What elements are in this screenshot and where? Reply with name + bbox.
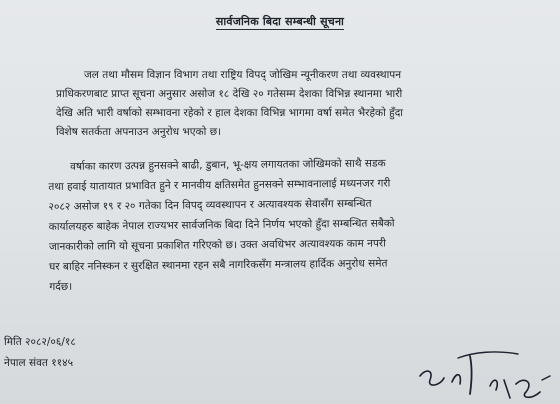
paragraph-1-line: जल तथा मौसम विज्ञान विभाग तथा राष्ट्रिय विपद् जोखिम न्यूनीकरण तथा व्यवस्थापन [84,69,402,81]
handwritten-signature [400,336,560,404]
paragraph-2-line: कार्यालयहरु बाहेक नेपाल राज्यभर सार्वजनिक बिदा दिने निर्णय भएको हुँदा सम्बन्धित सबैको [48,217,395,233]
notice-paragraph-2 [48,152,519,297]
notice-paragraph-1 [56,66,510,142]
date-line: मिति २०८२/०६/१८ [4,336,76,348]
notice-title [0,14,560,29]
paragraph-2-line: तथा हवाई यातायात प्रभावित हुने र मानवीय क्षतिसमेत हुनसक्ने सम्भावनालाई मध्यनजर गरी [48,177,391,193]
paragraph-1-line: विशेष सतर्कता अपनाउन अनुरोध भएको छ। [56,126,222,138]
paragraph-1-line: देखि अति भारी वर्षाको सम्भावना रहेको र हाल देशका विभिन्न भागमा वर्षा समेत भैरहेको हुँदा [56,107,404,119]
era-line: नेपाल संवत ११४५ [4,357,74,369]
paragraph-2-line: घर बाहिर ननिस्कन र सुरक्षित स्थानमा रहन सबै नागरिकसँग मन्त्रालय हार्दिक अनुरोध समेत [49,257,388,273]
notice-title-text: सार्वजनिक बिदा सम्बन्धी सूचना [215,15,345,28]
paragraph-2-line: जानकारीको लागि यो सूचना प्रकाशित गरिएको छ। उक्त अवधिभर अत्यावश्यक काम नपरी [48,237,386,253]
date-block [4,332,76,374]
paragraph-2-line: २०८२ असोज १९ र २० गतेका दिन विपद् व्यवस्थापन र अत्यावश्यक सेवासँग सम्बन्धित [48,197,372,213]
paragraph-1-line: प्राधिकरणबाट प्राप्त सूचना अनुसार असोज १८ देखि २० गतेसम्म देशका विभिन्न स्थानमा भारी [56,88,403,100]
paragraph-2-line: गर्दछ। [49,280,73,293]
paragraph-2-line: वर्षाका कारण उत्पन्न हुनसक्ने बाढी, डुबान, भू-क्षय लगायतका जोखिमको साथै सडक [70,157,386,173]
